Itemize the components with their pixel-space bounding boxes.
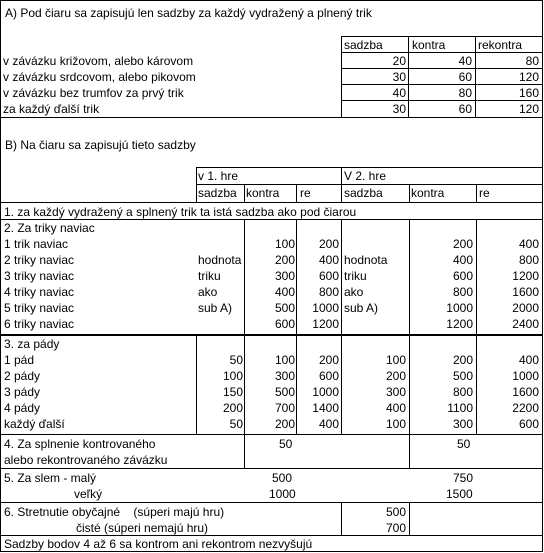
slam-value: 500 [272, 471, 293, 485]
overtrick-label: 1 trik naviac [4, 237, 69, 251]
cell: 2200 [512, 401, 539, 415]
overtrick-label: 6 triky naviac [4, 317, 75, 331]
overtrick-note: ako [198, 285, 218, 299]
cell: 200 [222, 401, 243, 415]
meeting-value-1: 500 [386, 505, 407, 519]
a-cell: 20 [392, 54, 406, 68]
overtrick-label: 4 triky naviac [4, 285, 75, 299]
cell: 200 [385, 369, 406, 383]
meeting-line-2: čisté (súperi nemajú hru) [76, 521, 209, 535]
cell: 100 [385, 353, 406, 367]
cell: 200 [452, 353, 473, 367]
overtrick-note: hodnota [198, 253, 242, 267]
contract-value-1: 50 [279, 437, 293, 451]
slam-line-2: veľký [74, 487, 103, 501]
cell: 500 [274, 385, 295, 399]
cell: 800 [318, 285, 339, 299]
a-cell: 120 [518, 70, 539, 84]
cell: 1200 [446, 317, 473, 331]
meeting-value-2: 700 [386, 521, 407, 535]
a-cell: 30 [392, 70, 406, 84]
cell: 600 [318, 269, 339, 283]
cell: 300 [385, 385, 406, 399]
cell: 300 [274, 369, 295, 383]
cell: 1200 [512, 269, 539, 283]
slam-value: 1500 [446, 487, 473, 501]
cell: 200 [318, 237, 339, 251]
overtrick-note: hodnota [344, 253, 388, 267]
cell: 1000 [512, 369, 539, 383]
cell: 2000 [512, 301, 539, 315]
a-row-label: v závázku križovom, alebo károvom [3, 54, 194, 68]
a-cell: 30 [392, 102, 406, 116]
game1-header: v 1. hre [198, 169, 239, 183]
cell: 600 [518, 417, 539, 431]
overtrick-label: 2 triky naviac [4, 253, 75, 267]
overtrick-note: ako [344, 285, 364, 299]
slam-value: 1000 [269, 487, 296, 501]
cell: 1000 [446, 301, 473, 315]
cell: 600 [318, 369, 339, 383]
cell: 1400 [312, 401, 339, 415]
cell: 50 [229, 417, 243, 431]
a-row-label: v závázku bez trumfov za prvý trik [3, 86, 184, 100]
a-cell: 60 [458, 102, 472, 116]
a-row-label: za každý ďalší trik [3, 102, 100, 116]
cell: 100 [222, 369, 243, 383]
cell: 400 [518, 353, 539, 367]
cell: 200 [452, 237, 473, 251]
cell: 100 [274, 237, 295, 251]
a-cell: 40 [458, 54, 472, 68]
a-cell: 80 [458, 86, 472, 100]
cell: 500 [274, 301, 295, 315]
fall-label: 1 pád [4, 353, 35, 367]
overtrick-note: triku [198, 269, 221, 283]
cell: 1600 [512, 285, 539, 299]
cell: 400 [452, 253, 473, 267]
cell: 400 [274, 285, 295, 299]
cell: 800 [452, 385, 473, 399]
game2-header: V 2. hre [344, 169, 387, 183]
section-a-title: A) Pod čiaru sa zapisujú len sadzby za každý vydražený a plnený trik [5, 6, 372, 20]
cell: 1600 [512, 385, 539, 399]
contract-value-2: 50 [457, 437, 471, 451]
contract-line-1: 4. Za splnenie kontrovaného [4, 437, 156, 451]
header-kontra: kontra [412, 38, 446, 52]
cell: 100 [385, 417, 406, 431]
cell: 400 [518, 237, 539, 251]
cell: 600 [274, 317, 295, 331]
cell: 200 [274, 253, 295, 267]
cell: 800 [452, 285, 473, 299]
cell: 200 [318, 353, 339, 367]
fall-label: každý ďalší [4, 417, 65, 431]
a-cell: 120 [518, 102, 539, 116]
header-sadzba: sadzba [344, 38, 383, 52]
cell: 1200 [312, 317, 339, 331]
section-b-title: B) Na čiaru sa zapisujú tieto sadzby [5, 138, 196, 152]
overtrick-label: 3 triky naviac [4, 269, 75, 283]
falls-title: 3. za pády [4, 337, 60, 351]
cell: 400 [385, 401, 406, 415]
a-cell: 40 [392, 86, 406, 100]
sub-header: kontra [411, 186, 445, 200]
a-cell: 60 [458, 70, 472, 84]
rule-1: 1. za každý vydražený a splnený trik ta istá sadzba ako pod čiarou [4, 205, 357, 219]
sub-header: sadzba [198, 186, 237, 200]
footer-note: Sadzby bodov 4 až 6 sa kontrom ani rekontrom nezvyšujú [4, 537, 313, 551]
cell: 800 [518, 253, 539, 267]
overtrick-note: sub A) [198, 301, 233, 315]
a-row-label: v závázku srdcovom, alebo pikovom [3, 70, 196, 84]
a-cell: 80 [525, 54, 539, 68]
header-rekontra: rekontra [478, 38, 523, 52]
cell: 50 [229, 353, 243, 367]
slam-value: 750 [453, 471, 474, 485]
cell: 700 [274, 401, 295, 415]
cell: 500 [452, 369, 473, 383]
fall-label: 3 pády [4, 385, 41, 399]
sub-header: re [300, 186, 311, 200]
overtrick-label: 5 triky naviac [4, 301, 75, 315]
meeting-line-1: 6. Stretnutie obyčajné (súperi majú hru) [4, 505, 225, 519]
cell: 200 [274, 417, 295, 431]
cell: 300 [274, 269, 295, 283]
cell: 1000 [312, 385, 339, 399]
fall-label: 4 pády [4, 401, 41, 415]
cell: 400 [318, 253, 339, 267]
fall-label: 2 pády [4, 369, 41, 383]
cell: 400 [318, 417, 339, 431]
cell: 600 [452, 269, 473, 283]
sub-header: re [479, 186, 490, 200]
overtrick-note: sub A) [344, 301, 379, 315]
sub-header: kontra [246, 186, 280, 200]
cell: 2400 [512, 317, 539, 331]
sub-header: sadzba [344, 186, 383, 200]
contract-line-2: alebo rekontrovaného závázku [4, 453, 168, 467]
cell: 150 [222, 385, 243, 399]
slam-line-1: 5. Za slem - malý [4, 471, 97, 485]
overtricks-title: 2. Za triky naviac [4, 221, 95, 235]
overtrick-note: triku [344, 269, 367, 283]
a-cell: 160 [518, 86, 539, 100]
cell: 300 [452, 417, 473, 431]
cell: 1000 [312, 301, 339, 315]
cell: 1100 [447, 401, 473, 415]
cell: 100 [274, 353, 295, 367]
